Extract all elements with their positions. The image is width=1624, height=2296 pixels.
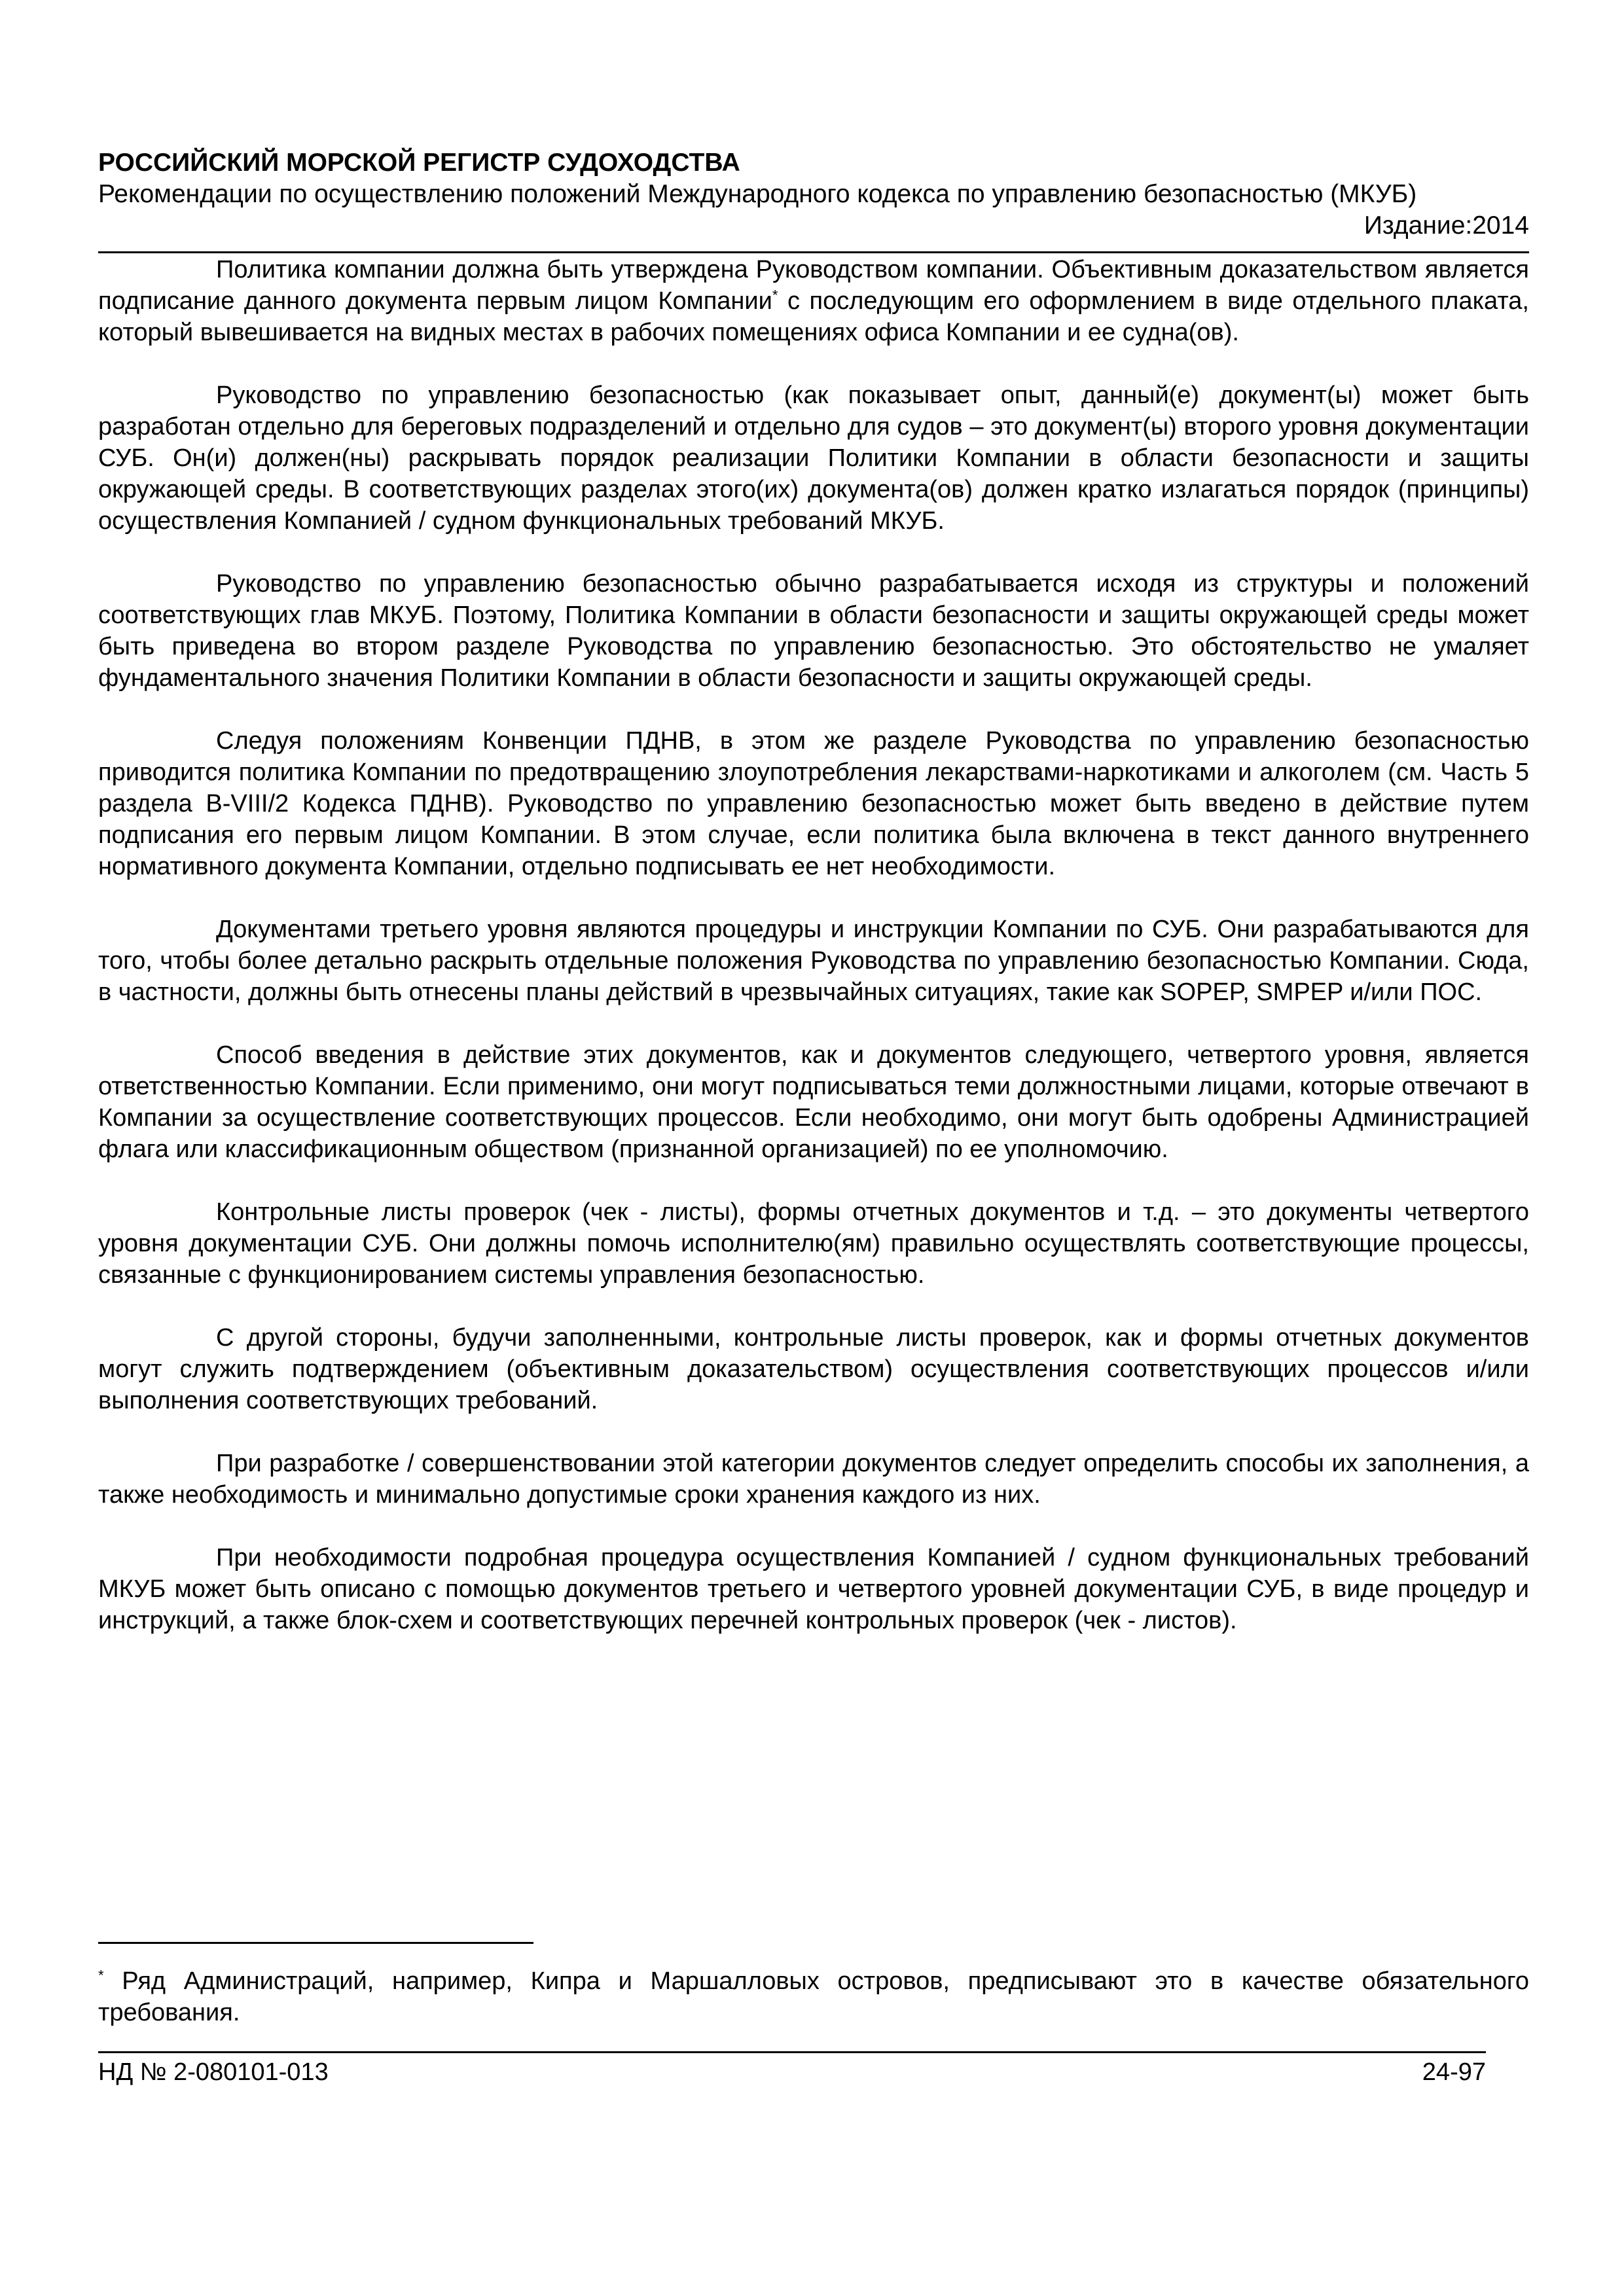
paragraph-7: Контрольные листы проверок (чек - листы), формы отчетных документов и т.д. – это документы четвертого уровня документации СУБ. Они должны помочь исполнителю(ям) правильно осуществлять соответствующие процессы, связанные с функционированием системы управления безопасностью. [98,1198,1529,1289]
document-title: Рекомендации по осуществлению положений Международного кодекса по управлению безопасностью (МКУБ) [98,180,1417,208]
document-number: НД № 2-080101-013 [98,2058,329,2086]
paragraph-3: Руководство по управлению безопасностью обычно разрабатывается исходя из структуры и положений соответствующих глав МКУБ. Поэтому, Политика Компании в области безопасности и защиты окружающей среды может быть приведена во втором разделе Руководства по управлению безопасностью. Это обстоятельство не умаляет фундаментального значения Политики Компании в области безопасности и защиты окружающей среды. [98,570,1529,692]
paragraph-1 [98,254,1529,348]
page-header [98,147,1529,242]
paragraph-2: Руководство по управлению безопасностью (как показывает опыт, данный(е) документ(ы) может быть разработан отдельно для береговых подразделений и отдельно для судов – это документ(ы) второго уровня документации СУБ. Он(и) должен(ны) раскрывать порядок реализации Политики Компании в области безопасности и защиты окружающей среды. В соответствующих разделах этого(их) документа(ов) должен кратко излагаться порядок (принципы) осуществления Компанией / судном функциональных требований МКУБ. [98,382,1529,535]
paragraph-8: С другой стороны, будучи заполненными, контрольные листы проверок, как и формы отчетных документов могут служить подтверждением (объективным доказательством) осуществления соответствующих процессов и/или выполнения соответствующих требований. [98,1324,1529,1414]
footnote-text: Ряд Администраций, например, Кипра и Маршалловых островов, предписывают это в качестве обязательного требования. [98,1967,1529,2026]
header-divider [98,251,1529,253]
paragraph-5: Документами третьего уровня являются процедуры и инструкции Компании по СУБ. Они разрабатываются для того, чтобы более детально раскрыть отдельные положения Руководства по управлению безопасностью Компании. Сюда, в частности, должны быть отнесены планы действий в чрезвычайных ситуациях, такие как SOPEP, SMPEP и/или ПОС. [98,916,1529,1006]
paragraph-4: Следуя положениям Конвенции ПДНВ, в этом же разделе Руководства по управлению безопасностью приводится политика Компании по предотвращению злоупотребления лекарствами-наркотиками и алкоголем (см. Часть 5 раздела B-VIII/2 Кодекса ПДНВ). Руководство по управлению безопасностью может быть введено в действие путем подписания его первым лицом Компании. В этом случае, если политика была включена в текст данного внутреннего нормативного документа Компании, отдельно подписывать ее нет необходимости. [98,727,1529,880]
paragraph-1-text-end: с последующим его оформлением в виде отдельного плаката, который вывешивается на видных местах в рабочих помещениях офиса Компании и ее судна(ов). [98,287,1529,346]
footnote-divider [98,1942,533,1944]
edition-label: Издание:2014 [1363,211,1529,240]
main-content [98,254,1529,1668]
page-number: 24-97 [1422,2058,1486,2086]
paragraph-9: При разработке / совершенствовании этой категории документов следует определить способы их заполнения, а также необходимость и минимально допустимые сроки хранения каждого из них. [98,1450,1529,1509]
paragraph-10: При необходимости подробная процедура осуществления Компанией / судном функциональных требований МКУБ может быть описано с помощью документов третьего и четвертого уровней документации СУБ, в виде процедур и инструкций, а также блок-схем и соответствующих перечней контрольных проверок (чек - листов). [98,1544,1529,1634]
footnote-mark: * [98,1967,104,1984]
footnote [98,1965,1529,2028]
footer-divider [98,2051,1486,2053]
paragraph-1-text-start: Политика компании должна быть утверждена Руководством компании. Объективным доказательством является подписание данного документа первым лицом Компании [98,256,1529,315]
paragraph-6: Способ введения в действие этих документов, как и документов следующего, четвертого уровня, является ответственностью Компании. Если применимо, они могут подписываться теми должностными лицами, которые отвечают в Компании за осуществление соответствующих процессов. Если необходимо, они могут быть одобрены Администрацией флага или классификационным обществом (признанной организацией) по ее уполномочию. [98,1041,1529,1163]
footnote-reference[interactable]: * [772,287,778,304]
organization-title: РОССИЙСКИЙ МОРСКОЙ РЕГИСТР СУДОХОДСТВА [98,149,740,177]
